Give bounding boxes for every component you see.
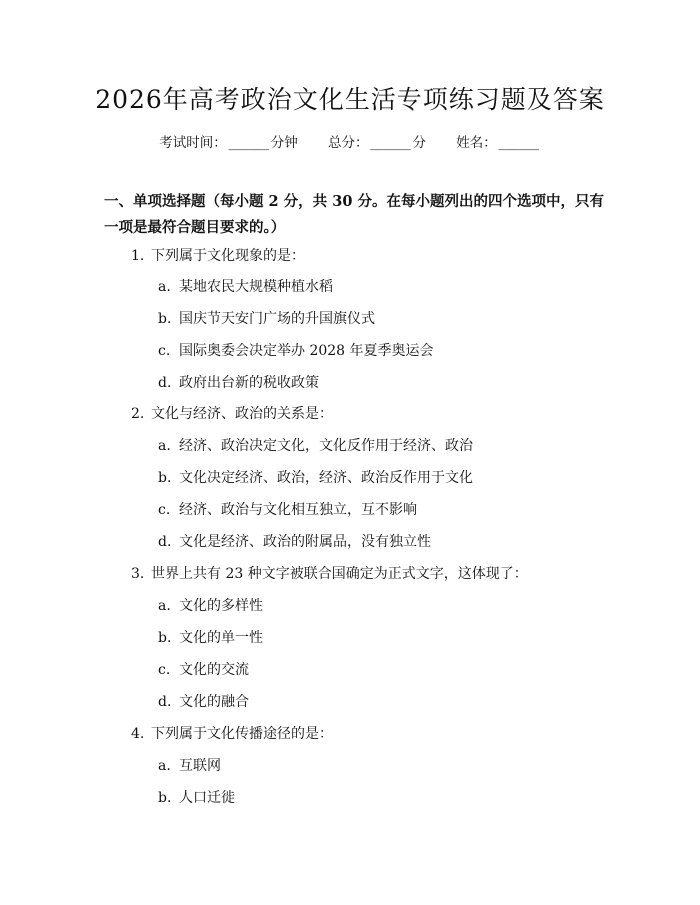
option-2a: [158, 435, 473, 455]
question-3: [131, 563, 528, 583]
option-text: 人口迁徙: [179, 790, 235, 806]
option-letter: b.: [158, 790, 172, 806]
option-letter: a.: [158, 438, 171, 454]
option-letter: d.: [158, 534, 172, 550]
option-1a: [158, 276, 333, 296]
option-letter: a.: [158, 598, 171, 614]
exam-time-label: 考试时间：: [159, 135, 227, 151]
total-score-label: 总分：: [328, 135, 369, 151]
option-1c: [158, 340, 434, 360]
total-score-blank: ______: [370, 135, 411, 151]
option-letter: c.: [158, 502, 171, 518]
option-text: 政府出台新的税收政策: [179, 375, 319, 391]
total-score-unit: 分: [412, 135, 426, 151]
option-3b: [158, 627, 263, 647]
option-text: 经济、政治与文化相互独立，互不影响: [179, 502, 417, 518]
option-text: 国际奥委会决定举办 2028 年夏季奥运会: [179, 343, 434, 359]
option-1d: [158, 372, 319, 392]
student-name-label: 姓名：: [456, 135, 497, 151]
exam-time-blank: ______: [228, 135, 269, 151]
question-text: 下列属于文化传播途径的是：: [151, 726, 333, 742]
page-title: 2026年高考政治文化生活专项练习题及答案: [95, 85, 605, 114]
option-3d: [158, 691, 249, 711]
student-name-field: [456, 131, 541, 151]
option-2b: [158, 467, 473, 487]
student-name-blank: ______: [498, 135, 540, 151]
option-letter: b.: [158, 311, 172, 327]
total-score-field: [328, 131, 426, 151]
option-letter: d.: [158, 375, 172, 391]
option-2c: [158, 499, 417, 519]
option-letter: d.: [158, 694, 172, 710]
option-letter: b.: [158, 630, 172, 646]
option-text: 经济、政治决定文化，文化反作用于经济、政治: [179, 438, 473, 454]
question-number: 1.: [131, 248, 145, 264]
option-text: 文化是经济、政治的附属品，没有独立性: [179, 534, 431, 550]
option-3c: [158, 659, 249, 679]
option-text: 某地农民大规模种植水稻: [179, 279, 333, 295]
question-2: [131, 403, 333, 423]
option-3a: [158, 595, 263, 615]
section-heading: 一、单项选择题（每小题 2 分，共 30 分。在每小题列出的四个选项中，只有一项是最符合题目要求的。）: [104, 193, 604, 236]
exam-time-field: [159, 131, 298, 151]
option-text: 国庆节天安门广场的升国旗仪式: [179, 311, 375, 327]
option-2d: [158, 531, 431, 551]
option-letter: a.: [158, 279, 171, 295]
option-letter: b.: [158, 470, 172, 486]
option-text: 文化的单一性: [179, 630, 263, 646]
option-text: 互联网: [179, 758, 221, 774]
option-4b: [158, 787, 235, 807]
option-letter: c.: [158, 343, 171, 359]
question-text: 世界上共有 23 种文字被联合国确定为正式文字，这体现了：: [151, 566, 528, 582]
option-1b: [158, 308, 375, 328]
option-text: 文化的多样性: [179, 598, 263, 614]
question-text: 文化与经济、政治的关系是：: [151, 406, 333, 422]
question-number: 3.: [131, 566, 145, 582]
option-letter: a.: [158, 758, 171, 774]
question-1: [131, 245, 305, 265]
question-number: 4.: [131, 726, 145, 742]
option-letter: c.: [158, 662, 171, 678]
exam-info-line: [0, 131, 700, 151]
option-text: 文化的交流: [179, 662, 249, 678]
question-text: 下列属于文化现象的是：: [151, 248, 305, 264]
option-text: 文化的融合: [179, 694, 249, 710]
question-number: 2.: [131, 406, 145, 422]
question-4: [131, 723, 333, 743]
option-4a: [158, 755, 221, 775]
option-text: 文化决定经济、政治，经济、政治反作用于文化: [179, 470, 473, 486]
exam-time-unit: 分钟: [270, 135, 298, 151]
